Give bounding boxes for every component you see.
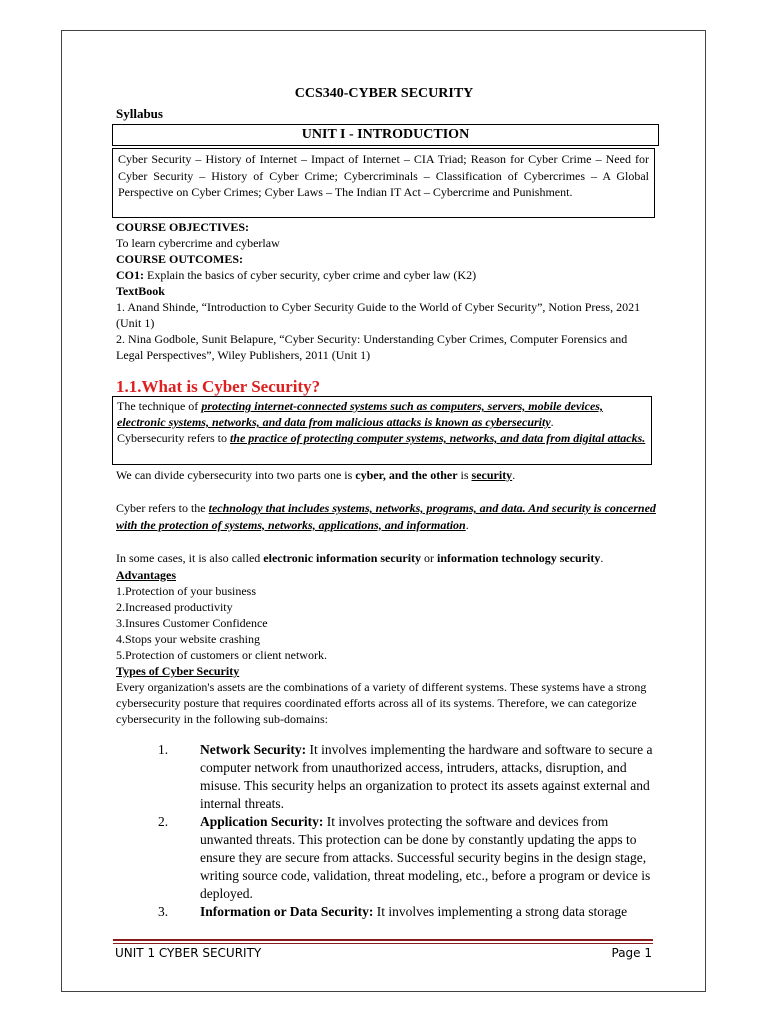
types-intro: Every organization's assets are the combinations of a variety of different systems. These systems have a strong cybersecurity posture that requires coordinated efforts across all of its systems. Therefore, we can categorize cybersecurity in the following sub-domains: xyxy=(116,680,647,726)
advantages-heading: Advantages xyxy=(116,568,177,582)
list-item-number: 2. xyxy=(158,814,169,829)
course-objectives xyxy=(116,219,656,363)
also-called-bold-2: information technology security xyxy=(437,551,601,565)
also-called-pre: In some cases, it is also called xyxy=(116,551,264,565)
list-item xyxy=(158,903,658,921)
cyber-def-pre: Cyber refers to the xyxy=(116,501,209,515)
divide-mid: is xyxy=(457,468,472,482)
list-item xyxy=(158,741,658,813)
definition-p2 xyxy=(117,430,647,446)
divide-post: . xyxy=(512,468,516,482)
syllabus-label: Syllabus xyxy=(116,106,163,121)
advantage-item: 1.Protection of your business xyxy=(116,584,256,598)
advantages-section xyxy=(116,567,656,727)
also-called-bold-1: electronic information security xyxy=(263,551,422,565)
unit-topics: Cyber Security – History of Internet – Impact of Internet – CIA Triad; Reason for Cyber Crime – Need for Cyber Security – History of Cyber Crime; Cybercriminals – Classification of Cybercrimes – A Global Perspective on Cyber Crimes; Cyber Laws – The Indian IT Act – Cybercrime and Punishment. xyxy=(118,152,649,199)
document-title: CCS340-CYBER SECURITY xyxy=(294,86,474,101)
cyber-def-emphasis: technology that includes systems, networks, programs, and data. And security is concerned with the protection of systems, networks, applications, and information xyxy=(116,501,656,532)
section-heading: 1.1.What is Cyber Security? xyxy=(116,377,321,396)
advantage-item: 4.Stops your website crashing xyxy=(116,632,260,646)
list-item xyxy=(158,813,658,903)
co1-text: Explain the basics of cyber security, cyber crime and cyber law (K2) xyxy=(144,268,477,282)
definition-p2-emphasis: the practice of protecting computer systems, networks, and data from digital attacks. xyxy=(229,431,646,445)
list-item-number: 3. xyxy=(158,904,169,919)
divide-bold-1: cyber, and the other xyxy=(355,468,458,482)
cyber-definition xyxy=(116,500,656,533)
list-item-text: It involves implementing the hardware and software to secure a computer network from unauthorized access, intruders, attacks, disruption, and misuse. This security helps an organization to protect its assets against external and internal threats. xyxy=(200,742,653,811)
footer-page-number: Page 1 xyxy=(611,946,652,960)
course-objectives-text: To learn cybercrime and cyberlaw xyxy=(116,236,280,250)
advantage-item: 2.Increased productivity xyxy=(116,600,233,614)
also-called xyxy=(116,550,656,566)
list-item-text: It involves protecting the software and devices from unwanted threats. This protection can be done by constantly updating the apps to ensure they are secure from attacks. Successful security begins in the design stage, writing source code, validation, threat modeling, etc., before a program or device is deployed. xyxy=(200,814,651,901)
types-list xyxy=(158,741,658,921)
divide-bold-2: security xyxy=(471,468,513,482)
course-objectives-heading: COURSE OBJECTIVES: xyxy=(116,220,250,234)
divide-paragraph xyxy=(116,467,656,483)
list-item-title: Information or Data Security: xyxy=(200,904,374,919)
co1-label: CO1: xyxy=(116,268,144,282)
also-called-post: . xyxy=(600,551,604,565)
definition-p1 xyxy=(117,398,647,430)
definition-p1-post: . xyxy=(550,415,554,429)
footer-rule-thin xyxy=(113,943,653,944)
unit-topics-box xyxy=(112,148,655,218)
definition-p1-pre: The technique of xyxy=(117,399,202,413)
textbook-item: 2. Nina Godbole, Sunit Belapure, “Cyber Security: Understanding Cyber Crimes, Computer Forensics and Legal Perspectives”, Wiley Publishers, 2011 (Unit 1) xyxy=(116,332,628,362)
advantage-item: 5.Protection of customers or client network. xyxy=(116,648,327,662)
footer-left: UNIT 1 CYBER SECURITY xyxy=(115,946,262,960)
list-item-number: 1. xyxy=(158,742,169,757)
also-called-mid: or xyxy=(421,551,438,565)
course-outcome-co1 xyxy=(116,267,656,283)
list-item-title: Application Security: xyxy=(200,814,324,829)
divide-pre: We can divide cybersecurity into two parts one is xyxy=(116,468,356,482)
footer-rule xyxy=(113,939,653,941)
textbook-item: 1. Anand Shinde, “Introduction to Cyber Security Guide to the World of Cyber Security”, Notion Press, 2021 (Unit 1) xyxy=(116,300,641,330)
cyber-def-post: . xyxy=(465,517,469,532)
unit-heading: UNIT I - INTRODUCTION xyxy=(112,124,659,146)
definition-p1-emphasis: protecting internet-connected systems such as computers, servers, mobile devices, electronic systems, networks, and data from malicious attacks is known as cybersecurity xyxy=(117,399,603,429)
list-item-text: It involves implementing a strong data storage xyxy=(373,904,628,919)
textbook-heading: TextBook xyxy=(116,284,165,298)
definition-p2-pre: Cybersecurity refers to xyxy=(117,431,230,445)
list-item-title: Network Security: xyxy=(200,742,307,757)
definition-box xyxy=(112,396,652,465)
advantage-item: 3.Insures Customer Confidence xyxy=(116,616,268,630)
course-outcomes-heading: COURSE OUTCOMES: xyxy=(116,252,244,266)
types-heading: Types of Cyber Security xyxy=(116,664,240,678)
